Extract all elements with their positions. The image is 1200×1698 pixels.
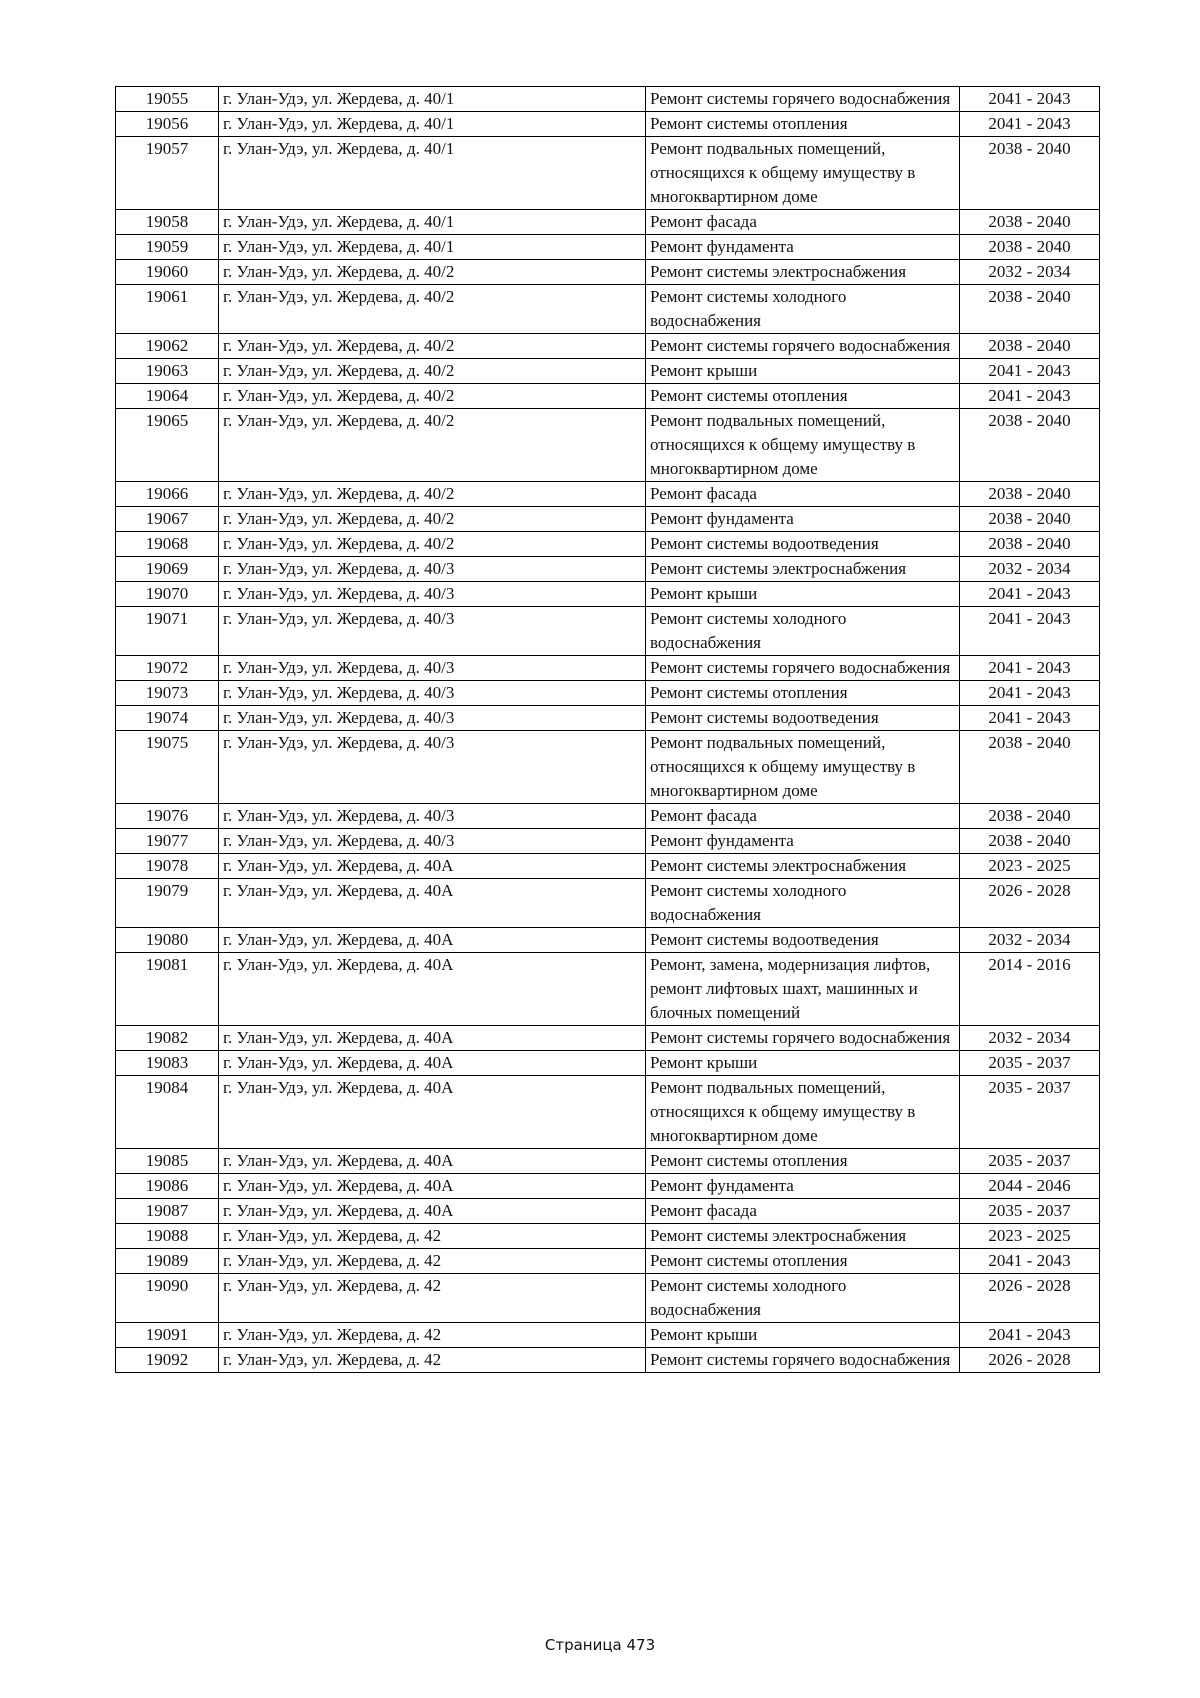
- work-type-cell: Ремонт крыши: [646, 582, 960, 607]
- address-cell: г. Улан-Удэ, ул. Жердева, д. 40/3: [219, 804, 646, 829]
- period-cell: 2041 - 2043: [960, 656, 1100, 681]
- table-row: [116, 1348, 1100, 1373]
- address-cell: г. Улан-Удэ, ул. Жердева, д. 40/1: [219, 112, 646, 137]
- row-id-cell: 19066: [116, 482, 219, 507]
- row-id-cell: 19055: [116, 87, 219, 112]
- period-cell: 2041 - 2043: [960, 1323, 1100, 1348]
- repair-schedule-table: [115, 86, 1100, 1373]
- period-cell: 2038 - 2040: [960, 804, 1100, 829]
- address-cell: г. Улан-Удэ, ул. Жердева, д. 40А: [219, 1199, 646, 1224]
- table-row: [116, 532, 1100, 557]
- work-type-cell: Ремонт фасада: [646, 210, 960, 235]
- work-type-cell: Ремонт фундамента: [646, 829, 960, 854]
- address-cell: г. Улан-Удэ, ул. Жердева, д. 40А: [219, 1149, 646, 1174]
- address-cell: г. Улан-Удэ, ул. Жердева, д. 40/1: [219, 235, 646, 260]
- table-row: [116, 879, 1100, 928]
- row-id-cell: 19084: [116, 1076, 219, 1149]
- row-id-cell: 19059: [116, 235, 219, 260]
- work-type-cell: Ремонт системы холодного водоснабжения: [646, 607, 960, 656]
- row-id-cell: 19060: [116, 260, 219, 285]
- table-row: [116, 1051, 1100, 1076]
- table-row: [116, 359, 1100, 384]
- address-cell: г. Улан-Удэ, ул. Жердева, д. 42: [219, 1348, 646, 1373]
- period-cell: 2044 - 2046: [960, 1174, 1100, 1199]
- table-row: [116, 507, 1100, 532]
- table-row: [116, 1323, 1100, 1348]
- address-cell: г. Улан-Удэ, ул. Жердева, д. 40/2: [219, 285, 646, 334]
- work-type-cell: Ремонт крыши: [646, 1051, 960, 1076]
- period-cell: 2026 - 2028: [960, 1274, 1100, 1323]
- table-row: [116, 112, 1100, 137]
- row-id-cell: 19088: [116, 1224, 219, 1249]
- table-row: [116, 235, 1100, 260]
- row-id-cell: 19068: [116, 532, 219, 557]
- table-row: [116, 1174, 1100, 1199]
- work-type-cell: Ремонт системы горячего водоснабжения: [646, 1348, 960, 1373]
- work-type-cell: Ремонт системы отопления: [646, 1249, 960, 1274]
- row-id-cell: 19062: [116, 334, 219, 359]
- row-id-cell: 19073: [116, 681, 219, 706]
- address-cell: г. Улан-Удэ, ул. Жердева, д. 40/3: [219, 607, 646, 656]
- row-id-cell: 19083: [116, 1051, 219, 1076]
- period-cell: 2038 - 2040: [960, 532, 1100, 557]
- table-row: [116, 285, 1100, 334]
- period-cell: 2038 - 2040: [960, 731, 1100, 804]
- address-cell: г. Улан-Удэ, ул. Жердева, д. 40А: [219, 1026, 646, 1051]
- row-id-cell: 19089: [116, 1249, 219, 1274]
- period-cell: 2023 - 2025: [960, 1224, 1100, 1249]
- row-id-cell: 19081: [116, 953, 219, 1026]
- table-row: [116, 854, 1100, 879]
- table-row: [116, 1149, 1100, 1174]
- address-cell: г. Улан-Удэ, ул. Жердева, д. 40А: [219, 1051, 646, 1076]
- row-id-cell: 19063: [116, 359, 219, 384]
- period-cell: 2035 - 2037: [960, 1051, 1100, 1076]
- work-type-cell: Ремонт системы холодного водоснабжения: [646, 285, 960, 334]
- address-cell: г. Улан-Удэ, ул. Жердева, д. 40А: [219, 879, 646, 928]
- table-row: [116, 656, 1100, 681]
- table-row: [116, 1224, 1100, 1249]
- work-type-cell: Ремонт системы отопления: [646, 1149, 960, 1174]
- row-id-cell: 19067: [116, 507, 219, 532]
- table-row: [116, 137, 1100, 210]
- period-cell: 2035 - 2037: [960, 1076, 1100, 1149]
- address-cell: г. Улан-Удэ, ул. Жердева, д. 40/2: [219, 260, 646, 285]
- work-type-cell: Ремонт фундамента: [646, 1174, 960, 1199]
- work-type-cell: Ремонт подвальных помещений, относящихся к общему имуществу в многоквартирном доме: [646, 409, 960, 482]
- work-type-cell: Ремонт системы холодного водоснабжения: [646, 1274, 960, 1323]
- work-type-cell: Ремонт системы водоотведения: [646, 928, 960, 953]
- address-cell: г. Улан-Удэ, ул. Жердева, д. 40/2: [219, 482, 646, 507]
- period-cell: 2041 - 2043: [960, 87, 1100, 112]
- work-type-cell: Ремонт подвальных помещений, относящихся к общему имуществу в многоквартирном доме: [646, 1076, 960, 1149]
- period-cell: 2041 - 2043: [960, 1249, 1100, 1274]
- table-row: [116, 607, 1100, 656]
- address-cell: г. Улан-Удэ, ул. Жердева, д. 40/1: [219, 87, 646, 112]
- work-type-cell: Ремонт системы водоотведения: [646, 706, 960, 731]
- row-id-cell: 19087: [116, 1199, 219, 1224]
- address-cell: г. Улан-Удэ, ул. Жердева, д. 40/2: [219, 384, 646, 409]
- address-cell: г. Улан-Удэ, ул. Жердева, д. 40/3: [219, 656, 646, 681]
- table-row: [116, 557, 1100, 582]
- table-row: [116, 706, 1100, 731]
- period-cell: 2032 - 2034: [960, 260, 1100, 285]
- work-type-cell: Ремонт системы отопления: [646, 384, 960, 409]
- row-id-cell: 19078: [116, 854, 219, 879]
- period-cell: 2023 - 2025: [960, 854, 1100, 879]
- address-cell: г. Улан-Удэ, ул. Жердева, д. 42: [219, 1224, 646, 1249]
- work-type-cell: Ремонт системы горячего водоснабжения: [646, 334, 960, 359]
- address-cell: г. Улан-Удэ, ул. Жердева, д. 40А: [219, 854, 646, 879]
- period-cell: 2041 - 2043: [960, 582, 1100, 607]
- row-id-cell: 19077: [116, 829, 219, 854]
- row-id-cell: 19090: [116, 1274, 219, 1323]
- period-cell: 2026 - 2028: [960, 879, 1100, 928]
- row-id-cell: 19080: [116, 928, 219, 953]
- period-cell: 2038 - 2040: [960, 507, 1100, 532]
- period-cell: 2035 - 2037: [960, 1199, 1100, 1224]
- work-type-cell: Ремонт системы отопления: [646, 681, 960, 706]
- period-cell: 2041 - 2043: [960, 607, 1100, 656]
- table-row: [116, 1026, 1100, 1051]
- address-cell: г. Улан-Удэ, ул. Жердева, д. 40/1: [219, 210, 646, 235]
- row-id-cell: 19069: [116, 557, 219, 582]
- period-cell: 2038 - 2040: [960, 409, 1100, 482]
- work-type-cell: Ремонт фасада: [646, 1199, 960, 1224]
- table-row: [116, 953, 1100, 1026]
- table-row: [116, 1199, 1100, 1224]
- address-cell: г. Улан-Удэ, ул. Жердева, д. 40/1: [219, 137, 646, 210]
- table-body: [116, 87, 1100, 1373]
- table-row: [116, 482, 1100, 507]
- table-row: [116, 804, 1100, 829]
- table-row: [116, 1274, 1100, 1323]
- period-cell: 2014 - 2016: [960, 953, 1100, 1026]
- table-row: [116, 928, 1100, 953]
- work-type-cell: Ремонт системы электроснабжения: [646, 1224, 960, 1249]
- row-id-cell: 19058: [116, 210, 219, 235]
- row-id-cell: 19056: [116, 112, 219, 137]
- table-row: [116, 829, 1100, 854]
- table-row: [116, 87, 1100, 112]
- period-cell: 2035 - 2037: [960, 1149, 1100, 1174]
- table-row: [116, 334, 1100, 359]
- address-cell: г. Улан-Удэ, ул. Жердева, д. 42: [219, 1249, 646, 1274]
- address-cell: г. Улан-Удэ, ул. Жердева, д. 40А: [219, 928, 646, 953]
- table-row: [116, 1249, 1100, 1274]
- work-type-cell: Ремонт фасада: [646, 804, 960, 829]
- address-cell: г. Улан-Удэ, ул. Жердева, д. 40/3: [219, 582, 646, 607]
- table-row: [116, 731, 1100, 804]
- work-type-cell: Ремонт системы электроснабжения: [646, 854, 960, 879]
- table-row: [116, 260, 1100, 285]
- table-row: [116, 384, 1100, 409]
- work-type-cell: Ремонт фасада: [646, 482, 960, 507]
- row-id-cell: 19075: [116, 731, 219, 804]
- period-cell: 2038 - 2040: [960, 829, 1100, 854]
- work-type-cell: Ремонт системы электроснабжения: [646, 260, 960, 285]
- period-cell: 2038 - 2040: [960, 334, 1100, 359]
- work-type-cell: Ремонт фундамента: [646, 507, 960, 532]
- work-type-cell: Ремонт подвальных помещений, относящихся к общему имуществу в многоквартирном доме: [646, 731, 960, 804]
- page-number: Страница 473: [544, 1636, 656, 1654]
- work-type-cell: Ремонт фундамента: [646, 235, 960, 260]
- address-cell: г. Улан-Удэ, ул. Жердева, д. 40/2: [219, 334, 646, 359]
- row-id-cell: 19092: [116, 1348, 219, 1373]
- work-type-cell: Ремонт системы холодного водоснабжения: [646, 879, 960, 928]
- work-type-cell: Ремонт системы горячего водоснабжения: [646, 87, 960, 112]
- period-cell: 2032 - 2034: [960, 557, 1100, 582]
- row-id-cell: 19074: [116, 706, 219, 731]
- table-row: [116, 1076, 1100, 1149]
- address-cell: г. Улан-Удэ, ул. Жердева, д. 40/3: [219, 681, 646, 706]
- row-id-cell: 19057: [116, 137, 219, 210]
- address-cell: г. Улан-Удэ, ул. Жердева, д. 40/2: [219, 409, 646, 482]
- row-id-cell: 19076: [116, 804, 219, 829]
- address-cell: г. Улан-Удэ, ул. Жердева, д. 40А: [219, 953, 646, 1026]
- address-cell: г. Улан-Удэ, ул. Жердева, д. 40А: [219, 1076, 646, 1149]
- period-cell: 2032 - 2034: [960, 1026, 1100, 1051]
- period-cell: 2032 - 2034: [960, 928, 1100, 953]
- period-cell: 2026 - 2028: [960, 1348, 1100, 1373]
- work-type-cell: Ремонт системы отопления: [646, 112, 960, 137]
- row-id-cell: 19064: [116, 384, 219, 409]
- period-cell: 2038 - 2040: [960, 137, 1100, 210]
- work-type-cell: Ремонт крыши: [646, 1323, 960, 1348]
- period-cell: 2038 - 2040: [960, 210, 1100, 235]
- period-cell: 2041 - 2043: [960, 384, 1100, 409]
- address-cell: г. Улан-Удэ, ул. Жердева, д. 40/3: [219, 829, 646, 854]
- row-id-cell: 19079: [116, 879, 219, 928]
- row-id-cell: 19091: [116, 1323, 219, 1348]
- row-id-cell: 19072: [116, 656, 219, 681]
- address-cell: г. Улан-Удэ, ул. Жердева, д. 42: [219, 1323, 646, 1348]
- period-cell: 2041 - 2043: [960, 706, 1100, 731]
- row-id-cell: 19061: [116, 285, 219, 334]
- work-type-cell: Ремонт крыши: [646, 359, 960, 384]
- period-cell: 2038 - 2040: [960, 285, 1100, 334]
- table-row: [116, 681, 1100, 706]
- row-id-cell: 19065: [116, 409, 219, 482]
- period-cell: 2038 - 2040: [960, 235, 1100, 260]
- address-cell: г. Улан-Удэ, ул. Жердева, д. 40/2: [219, 532, 646, 557]
- work-type-cell: Ремонт подвальных помещений, относящихся к общему имуществу в многоквартирном доме: [646, 137, 960, 210]
- work-type-cell: Ремонт, замена, модернизация лифтов, ремонт лифтовых шахт, машинных и блочных помещений: [646, 953, 960, 1026]
- address-cell: г. Улан-Удэ, ул. Жердева, д. 40А: [219, 1174, 646, 1199]
- period-cell: 2041 - 2043: [960, 681, 1100, 706]
- address-cell: г. Улан-Удэ, ул. Жердева, д. 40/2: [219, 507, 646, 532]
- work-type-cell: Ремонт системы электроснабжения: [646, 557, 960, 582]
- row-id-cell: 19085: [116, 1149, 219, 1174]
- address-cell: г. Улан-Удэ, ул. Жердева, д. 40/3: [219, 731, 646, 804]
- address-cell: г. Улан-Удэ, ул. Жердева, д. 42: [219, 1274, 646, 1323]
- work-type-cell: Ремонт системы горячего водоснабжения: [646, 656, 960, 681]
- table-row: [116, 409, 1100, 482]
- work-type-cell: Ремонт системы водоотведения: [646, 532, 960, 557]
- period-cell: 2041 - 2043: [960, 112, 1100, 137]
- address-cell: г. Улан-Удэ, ул. Жердева, д. 40/2: [219, 359, 646, 384]
- row-id-cell: 19086: [116, 1174, 219, 1199]
- table-row: [116, 582, 1100, 607]
- table-row: [116, 210, 1100, 235]
- work-type-cell: Ремонт системы горячего водоснабжения: [646, 1026, 960, 1051]
- address-cell: г. Улан-Удэ, ул. Жердева, д. 40/3: [219, 557, 646, 582]
- period-cell: 2038 - 2040: [960, 482, 1100, 507]
- row-id-cell: 19082: [116, 1026, 219, 1051]
- row-id-cell: 19070: [116, 582, 219, 607]
- row-id-cell: 19071: [116, 607, 219, 656]
- address-cell: г. Улан-Удэ, ул. Жердева, д. 40/3: [219, 706, 646, 731]
- period-cell: 2041 - 2043: [960, 359, 1100, 384]
